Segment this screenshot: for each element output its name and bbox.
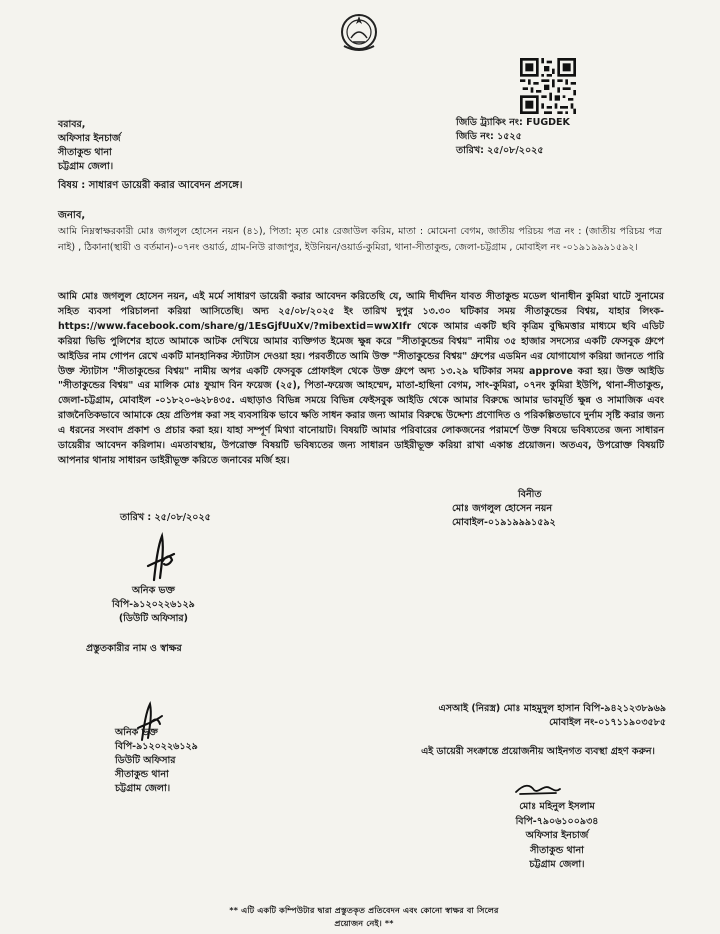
tracking-code: জিডি ট্র্যাকিং নং: FUGDEK [456,117,570,128]
salutation: জনাব, [58,210,86,221]
assigned-si-block [420,702,666,730]
duty-officer-district: চট্টগ্রাম জেলা। [115,783,171,794]
applicant-sign-block [452,488,642,530]
preparer-name: অনিক ভক্ত [131,585,175,596]
gd-number: জিডি নং: ১৫২৫ [456,131,522,142]
preparer-bp: বিপি-৯১২০২২৬১২৯ [112,599,195,610]
applicant-mobile: মোবাইল-০১৯১৯৯৯১৫৯২ [452,517,556,528]
applicant-name: মোঃ জগলুল হোসেন নয়ন [452,503,553,514]
signature-icon [140,532,180,584]
duty-officer-name: অনিক ভক্ত [115,727,158,738]
oc-role: অফিসার ইনচার্জ [525,830,589,841]
submission-date: তারিখ : ২৫/০৮/২০২৫ [120,512,211,523]
police-emblem-icon [338,8,380,54]
duty-officer-block [115,726,198,796]
subject-line: বিষয় : সাধারণ ডায়েরী করার আবেদন প্রসঙ্গে। [58,180,243,191]
oc-bp: বিপি-৭৯০৬১০০৯৩৪ [515,815,599,827]
applicant-intro: আমি নিম্নস্বাক্ষরকারী মোঃ জগলুল হোসেন নয়ন (৪১), পিতা: মৃত মোঃ রেজাউল করিম, মাতা : মোমেনা বেগম, জাতীয় পরিচয় পত্র নং : (জাতীয় পরিচয় পত্র নাই) , ঠিকানা(স্থায়ী ও বর্তমান)-০৭নং ওয়ার্ড, গ্রাম-নিউ রাজাপুর, ইউনিয়ন/ওয়ার্ড-কুমিরা, থানা-সীতাকুন্ড, জেলা-চট্টগ্রাম , মোবাইল নং -০১৯১৯৯৯১৫৯২। [58,226,662,253]
addressee-line: অফিসার ইনচার্জ [58,133,121,144]
addressee-block [58,118,120,174]
duty-officer-role: ডিউটি অফিসার [115,755,176,766]
addressee-line: বরাবর, [58,119,86,130]
preparer-block [112,584,195,626]
preparer-role: (ডিউটি অফিসার) [118,613,188,624]
oc-name: মোঃ মহিনুল ইসলাম [519,801,595,812]
addressee-line: সীতাকুন্ড থানা [58,147,112,158]
closing-word: বিনীত [518,489,542,500]
footer-note: ** এটি একটি কম্পিউটার দ্বারা প্রস্তুতকৃত প্রতিবেদন এবং কোনো স্বাক্ষর বা সিলের প্রয়োজন নেই। ** [229,906,499,928]
oc-instruction: এই ডায়েরী সংক্রান্তে প্রয়োজনীয় আইনগত ব্যবস্থা গ্রহণ করুন। [421,746,655,757]
duty-officer-bp: বিপি-৯১২০২২৬১২৯ [115,741,198,752]
preparer-caption: প্রস্তুতকারীর নাম ও স্বাক্ষর [86,643,182,654]
qr-code-icon [520,58,576,114]
signature-icon [512,780,562,798]
application-body: আমি মোঃ জগলুল হোসেন নয়ন, এই মর্মে সাধারণ ডায়েরী করার আবেদন করিতেছি যে, আমি দীর্ঘদিন যাবত সীতাকুন্ড মডেল থানাধীন কুমিরা ঘাটে সুনামের সহিত ব্যবসা পরিচালনা করিয়া আসিতেছি। অদ্য ২৫/০৮/২০২৫ ইং তারিখ দুপুর ১৩.৩০ ঘটিকার সময় সীতাকুন্ডের বিশ্বয়, যাহার লিংক- https://www.facebook.com/share/g/1EsGjfUuXv/?mibextid=wwXIfr থেকে আমার একটি ছবি কৃত্রিম বুদ্ধিমত্তার মাধ্যমে ছবি এডিট করিয়া ভিভি পুলিশের হাতে আমাকে আটক দেখিয়ে আমার ব্যক্তিগত ইমেজ ক্ষুন্ন করে "সীতাকুন্ডের বিশ্বয়" নামীয় ৩৫ হাজার সদস্যের একটি ফেসবুক গ্রুপে আইডির নাম গোপন রেখে একটি মানহানিকর স্ট্যাটাস দেওয়া হয়। পরবর্তীতে আমি উক্ত "সীতাকুন্ডের বিশ্বয়" গ্রুপের এডমিন এর যোগাযোগ করিয়া জানতে পারি উক্ত স্ট্যাটাস "সীতাকুন্ডের বিশ্বয়" নামীয় অপর একটি ফেসবুক প্রোফাইল থেকে উক্ত গ্রুপে অদ্য ১৩.২৯ ঘটিকার সময় approve করা হয়। উক্ত আইডি "সীতাকুন্ডের বিশ্বয়" এর মালিক মোঃ ফুয়াদ বিন ফয়েজ (২৫), পিতা-ফয়েজ আহম্মেদ, মাতা-হাছিনা বেগম, সাং-কুমিরা, ০৭নং কুমিরা ইউপি, থানা-সীতাকুন্ড, জেলা-চট্টগ্রাম, মোবাইল -০১৮২০-৬২৮৪৩৫. এছাড়াও বিভিন্ন সময়ে বিভিন্ন ফেইসবুক আইডি থেকে আমার বিরুদ্ধে আমার ভাবমূর্তি ক্ষুন্ন ও সামাজিক এবং রাজনৈতিকভাবে আমাকে হেয় প্রতিপন্ন করা সহ ব্যবসায়িক ভাবে ক্ষতি সাধন করার জন্য আমার বিরুদ্ধে উদ্দেশ্য প্রণোদিত ও পরিকল্পিতভাবে দুর্নাম সৃষ্টি করার জন্য এ ধরনের সংবাদ প্রকাশ ও প্রচার করা হয়। যাহা সম্পূর্ণ মিথ্যা বানোয়াট। বিষয়টি আমার পরিবারের লোকজনের পরামর্শে উক্ত বিষয়ে ভবিষ্যতের জন্য সাধারন ডায়েরীর আবেদন করিলাম। এমতাবস্থায়, উপরোক্ত বিষয়টি ভবিষ্যতের জন্য সাধারন ডাইরীভূক্ত করিয়া রাখা একান্ত প্রয়োজন। অতএব, উপরোক্ত বিষয়টি আপনার থানায় সাধারন ডাইরীভূক্ত করিতে জনাবের মর্জি হয়। [58,291,664,466]
addressee-line: চট্টগ্রাম জেলা। [58,161,114,172]
reference-block [456,116,570,158]
si-mobile: মোবাইল নং-০১৭১১৯০৩৫৮৫ [549,717,666,728]
oc-district: চট্টগ্রাম জেলা। [529,859,585,870]
officer-in-charge-block [472,800,642,873]
header-date: তারিখ: ২৫/০৮/২০২৫ [456,145,544,156]
oc-station: সীতাকুন্ড থানা [530,844,584,856]
duty-officer-station: সীতাকুন্ড থানা [115,769,169,780]
si-name: এসআই (নিরস্ত্র) মোঃ মাহমুদুল হাসান বিপি-৯৪২১২৩৮৯৬৯ [438,703,666,714]
